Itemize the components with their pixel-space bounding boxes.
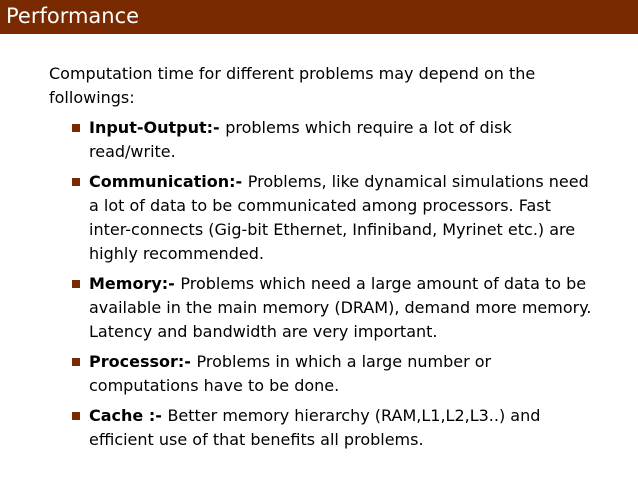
list-item-processor [49, 350, 594, 398]
item-text: Problems, like dynamical simulations need a lot of data to be communicated among processors. Fast inter-connects (Gig-bit Ethernet, Infiniband, Myrinet etc.) are highly recommended. [89, 172, 589, 263]
title-bar [0, 0, 638, 34]
square-bullet-icon [72, 358, 80, 366]
slide-title: Performance [6, 4, 140, 28]
square-bullet-icon [72, 178, 80, 186]
bullet-list [49, 116, 594, 452]
list-item-cache [49, 404, 594, 452]
slide-body [49, 62, 594, 458]
item-term: Processor:- [89, 352, 197, 371]
item-text: Problems in which a large number or computations have to be done. [89, 352, 492, 395]
item-term: Input-Output:- [89, 118, 226, 137]
item-text: Problems which need a large amount of data to be available in the main memory (DRAM), demand more memory. Latency and bandwidth are very important. [89, 274, 592, 341]
item-term: Cache :- [89, 406, 168, 425]
list-item-input-output [49, 116, 594, 164]
list-item-communication [49, 170, 594, 266]
list-item-memory [49, 272, 594, 344]
item-term: Memory:- [89, 274, 181, 293]
item-text: problems which require a lot of disk read/write. [89, 118, 512, 161]
intro-text: Computation time for different problems may depend on the followings: [49, 64, 536, 107]
item-text: Better memory hierarchy (RAM,L1,L2,L3..) and efficient use of that benefits all problems. [89, 406, 541, 449]
item-term: Communication:- [89, 172, 248, 191]
square-bullet-icon [72, 280, 80, 288]
square-bullet-icon [72, 124, 80, 132]
square-bullet-icon [72, 412, 80, 420]
